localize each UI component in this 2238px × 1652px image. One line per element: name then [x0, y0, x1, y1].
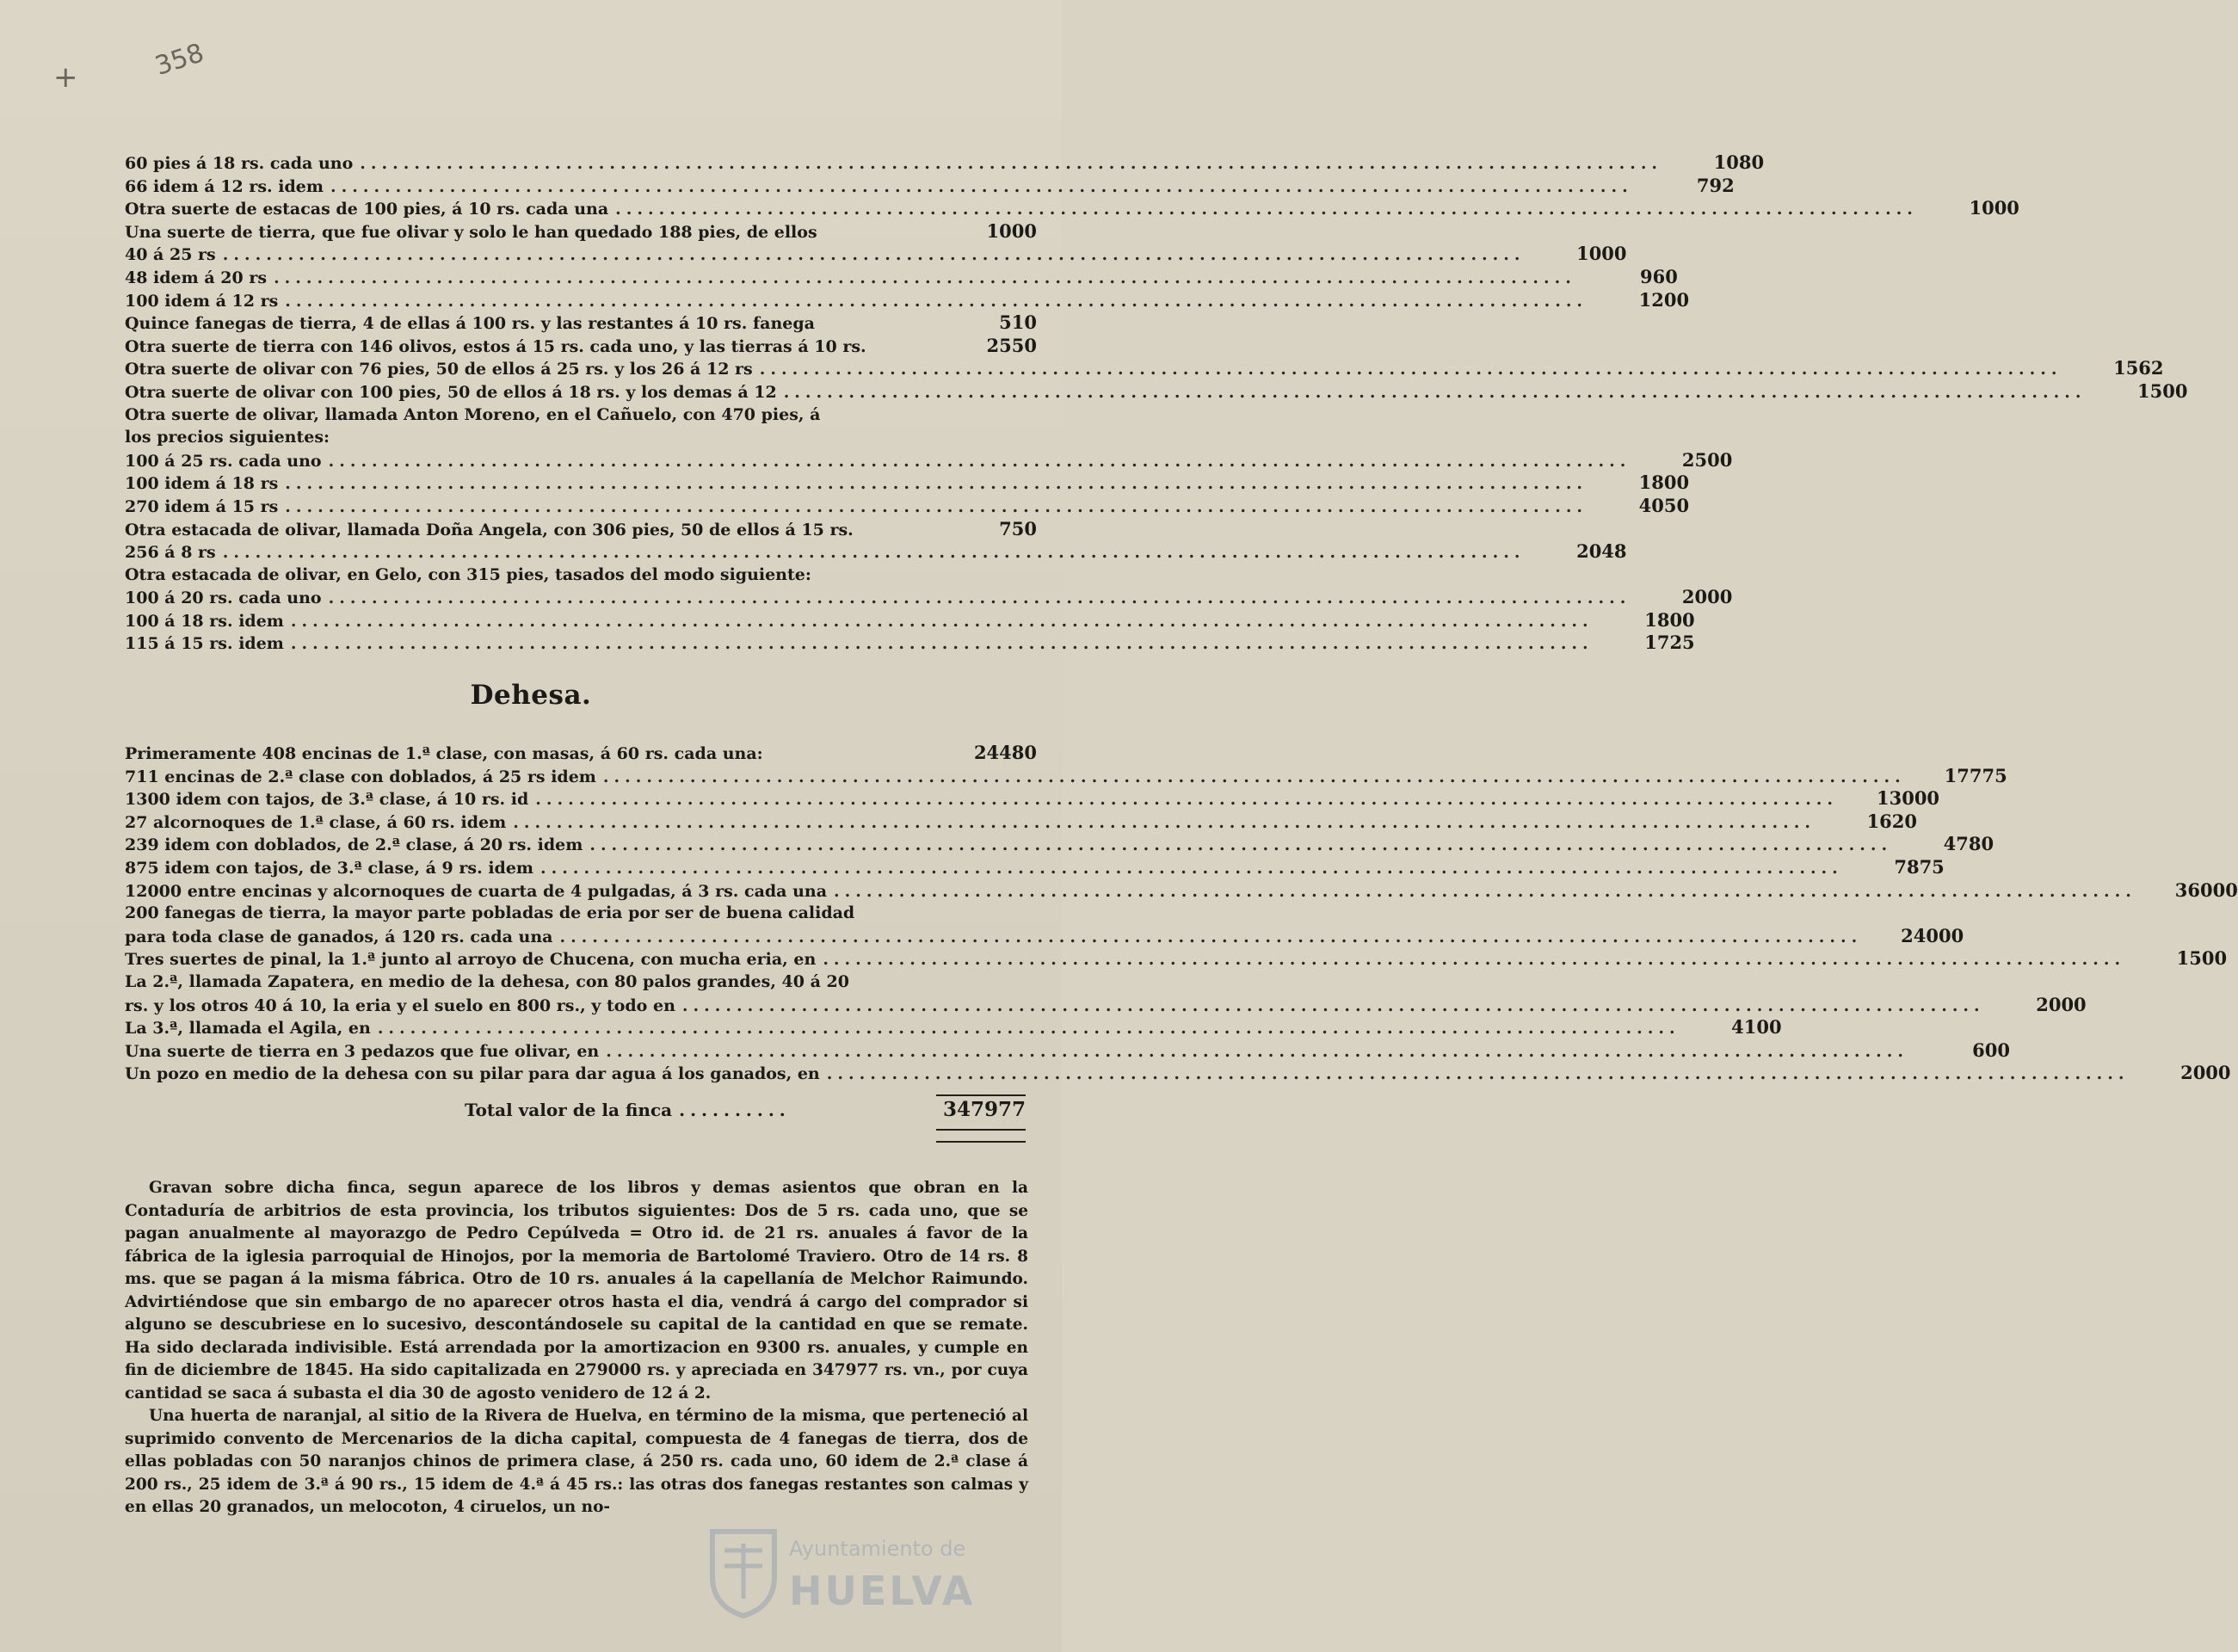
leader-dots: ........................................................................................................................ [328, 451, 1631, 471]
ledger-row-amount: 2500 [1681, 448, 1733, 471]
ledger-row-text: 256 á 8 rs [125, 543, 216, 563]
ledger-row-text: Otra suerte de estacas de 100 pies, á 10 rs. cada una [125, 200, 609, 219]
ledger-row-text: 60 pies á 18 rs. cada uno [125, 154, 354, 173]
ledger-row-amount: 2550 [986, 334, 1037, 356]
ledger-row [125, 197, 2019, 220]
ledger-row-text: Otra suerte de olivar, llamada Anton Moreno, en el Cañuelo, con 470 pies, á [125, 404, 821, 424]
ledger-row [125, 833, 1994, 856]
ledger-row [125, 265, 1678, 289]
ledger-row-amount: 1725 [1644, 632, 1695, 654]
ledger-top [125, 151, 2188, 655]
ledger-row [125, 174, 1735, 198]
ledger-row-text: 48 idem á 20 rs [125, 268, 268, 287]
ledger-row [125, 472, 1690, 495]
folio-number: 358 [151, 38, 208, 82]
leader-dots: ........................................................................................................................ [759, 360, 2062, 379]
paragraph-tributes: Gravan sobre dicha finca, segun aparece de los libros y demas asientos que obran en la Contaduría de arbitrios de esta provincia, los tributos siguientes: Dos de 5 rs. cada uno, que se pagan anualmente al mayorazgo de Pedro Cepúlveda = Otro id. de 21 rs. anuales á favor de la fábrica de la iglesia parroquial de Hinojos, por la memoria de Bartolomé Traviero. Otro de 14 rs. 8 ms. que se pagan á la misma fábrica. Otro de 10 rs. anuales á la capellanía de Melchor Raimundo. Advirtiéndose que sin embargo de no aparecer otros hasta el dia, vendrá á cargo del comprador si alguno se descubriese en lo sucesivo, descontándosele su capital de la cantidad en que se remate. Ha sido declarada indivisible. Está arrendada por la amortizacion en 9300 rs. anuales, y cumple en fin de diciembre de 1845. Ha sido capitalizada en 279000 rs. y apreciada en 347977 rs. vn., por cuya cantidad se saca á subasta el dia 30 de agosto venidero de 12 á 2. [125, 1179, 1028, 1402]
ledger-row-amount: 960 [1640, 265, 1678, 287]
ledger-row [125, 540, 1627, 564]
ledger-row [125, 379, 2188, 404]
leader-dots: ........................................................................................................................ [285, 291, 1588, 311]
ledger-row-text: 27 alcornoques de 1.ª clase, á 60 rs. idem [125, 812, 507, 832]
ledger-row-text: Quince fanegas de tierra, 4 de ellas á 100 rs. y las restantes á 10 rs. fanega [125, 314, 815, 334]
ledger-row-text: 711 encinas de 2.ª clase con doblados, á 25 rs idem [125, 767, 596, 786]
ledger-row-text: 1300 idem con tajos, de 3.ª clase, á 10 rs. id [125, 790, 529, 810]
ledger-row [125, 220, 1037, 243]
ledger-row-amount: 600 [1972, 1039, 2011, 1061]
ledger-row-text: Otra suerte de tierra con 146 olivos, estos á 15 rs. cada uno, y las tierras á 10 rs. [125, 336, 866, 356]
ledger-row [125, 357, 2164, 380]
ledger-row [125, 494, 1690, 518]
ledger-row-amount: 1562 [2113, 357, 2164, 379]
leader-dots: ........................................................................................................................ [330, 176, 1633, 196]
ledger-row-text: La 2.ª, llamada Zapatera, en medio de la dehesa, con 80 palos grandes, 40 á 20 [125, 971, 849, 991]
ledger-row-text: 100 idem á 18 rs [125, 474, 279, 494]
total-leader-dots: .......... [679, 1100, 791, 1120]
ledger-row [125, 787, 1940, 811]
section-title: Dehesa. [470, 680, 592, 711]
ledger-row [125, 764, 2007, 788]
leader-dots: ........................................................................................................................ [589, 835, 1893, 855]
total-row [465, 1098, 1026, 1125]
ledger-row [125, 426, 1037, 449]
ledger-row [125, 947, 2228, 971]
ledger-row-amount: 1500 [2176, 947, 2228, 970]
ledger-row-amount: 7875 [1894, 855, 1945, 878]
ledger-row [125, 448, 1733, 472]
ledger-row-text: para toda clase de ganados, á 120 rs. cada una [125, 927, 553, 946]
ledger-row [125, 1016, 1782, 1039]
ledger-row-amount: 17775 [1944, 764, 2007, 786]
ledger-row-text: 115 á 15 rs. idem [125, 634, 284, 654]
ledger-row-amount: 1080 [1713, 151, 1765, 173]
watermark [707, 1525, 1017, 1628]
watermark-text-big: HUELVA [789, 1568, 976, 1614]
ledger-row [125, 902, 1037, 925]
leader-dots: ........................................................................................................................ [681, 996, 1985, 1015]
watermark-text-top: Ayuntamiento de [789, 1537, 966, 1561]
ledger-row-text: Una suerte de tierra en 3 pedazos que fue olivar, en [125, 1041, 600, 1061]
ledger-row-text: 100 idem á 12 rs [125, 291, 279, 311]
ledger-row [125, 924, 1964, 948]
leader-dots: ........................................................................................................................ [826, 1064, 2130, 1084]
ledger-row [125, 993, 2087, 1017]
ledger-row-text: Otra suerte de olivar con 76 pies, 50 de ellos á 25 rs. y los 26 á 12 rs [125, 360, 753, 379]
ledger-row-amount: 1000 [1969, 197, 2019, 219]
ledger-row-amount: 1000 [1576, 243, 1627, 265]
ledger-dehesa [125, 742, 2238, 1085]
ledger-row-amount: 1800 [1644, 608, 1695, 631]
ledger-row-amount: 36000 [2174, 878, 2238, 901]
leader-dots: ........................................................................................................................ [606, 1041, 1909, 1061]
ledger-row-text: 66 idem á 12 rs. idem [125, 176, 324, 196]
leader-dots: ........................................................................................................................ [290, 634, 1594, 654]
ledger-row [125, 335, 1037, 358]
leader-dots: ........................................................................................................................ [559, 927, 1863, 946]
leader-dots: ........................................................................................................................ [285, 474, 1588, 494]
leader-dots: ........................................................................................................................ [222, 245, 1526, 265]
ledger-row-amount: 24000 [1901, 924, 1964, 946]
ledger-row-text: La 3.ª, llamada el Agila, en [125, 1019, 371, 1039]
ledger-row [125, 1062, 2231, 1085]
leader-dots: ........................................................................................................................ [513, 812, 1816, 832]
ledger-row-amount: 2000 [1681, 586, 1733, 608]
ledger-row-text: 100 á 18 rs. idem [125, 611, 284, 631]
ledger-row [125, 608, 1695, 632]
ledger-row-text: 239 idem con doblados, de 2.ª clase, á 20 rs. idem [125, 835, 583, 855]
ledger-row [125, 243, 1627, 266]
ledger-row-amount: 1620 [1866, 810, 1918, 832]
ledger-row [125, 404, 1037, 427]
ledger-row-text: 40 á 25 rs [125, 245, 216, 265]
ledger-row-text: Otra suerte de olivar con 100 pies, 50 de ellos á 18 rs. y los demas á 12 [125, 382, 777, 402]
ledger-row [125, 855, 1945, 879]
ledger-row-text: Primeramente 408 encinas de 1.ª clase, con masas, á 60 rs. cada una: [125, 744, 763, 763]
ledger-row-text: 875 idem con tajos, de 3.ª clase, á 9 rs. idem [125, 858, 534, 878]
ledger-row-amount: 4100 [1731, 1016, 1782, 1039]
ledger-row-text: Un pozo en medio de la dehesa con su pilar para dar agua á los ganados, en [125, 1064, 820, 1084]
ledger-row [125, 518, 1037, 541]
leader-dots: ........................................................................................................................ [222, 543, 1526, 563]
ledger-row [125, 564, 1037, 587]
ledger-row-amount: 750 [999, 517, 1037, 539]
ledger-row-text: Una suerte de tierra, que fue olivar y solo le han quedado 188 pies, de ellos [125, 222, 817, 242]
ledger-row-text: rs. y los otros 40 á 10, la eria y el suelo en 800 rs., y todo en [125, 996, 675, 1015]
leader-dots: ........................................................................................................................ [834, 881, 2136, 901]
ledger-row-amount: 1200 [1638, 288, 1690, 311]
ledger-row-amount: 24480 [973, 742, 1037, 763]
ledger-row [125, 311, 1037, 335]
leader-dots: ........................................................................................................................ [540, 858, 1843, 878]
ledger-row-amount: 2000 [2180, 1062, 2231, 1084]
total-rule-top [936, 1094, 1026, 1096]
leader-dots: ........................................................................................................................ [285, 496, 1588, 516]
leader-dots: ........................................................................................................................ [615, 200, 1918, 219]
ledger-row-text: 270 idem á 15 rs [125, 496, 279, 516]
leader-dots: ........................................................................................................................ [602, 767, 1906, 786]
ledger-row [125, 151, 1765, 175]
leader-dots: ........................................................................................................................ [328, 589, 1631, 608]
leader-dots: ........................................................................................................................ [360, 154, 1663, 173]
ledger-row [125, 632, 1695, 655]
leader-dots: ........................................................................................................................ [783, 382, 2087, 402]
shield-icon [707, 1525, 780, 1619]
ledger-row-amount: 4050 [1638, 494, 1690, 516]
ledger-row-amount: 1800 [1638, 472, 1690, 494]
ledger-row-text: 100 á 25 rs. cada uno [125, 451, 322, 471]
ledger-row-amount: 1000 [986, 219, 1037, 242]
leader-dots: ........................................................................................................................ [290, 611, 1594, 631]
ledger-row-amount: 2048 [1576, 540, 1627, 563]
ledger-row-text: los precios siguientes: [125, 428, 330, 447]
total-label: Total valor de la finca [465, 1100, 673, 1120]
ledger-row-text: Otra estacada de olivar, llamada Doña Angela, con 306 pies, 50 de ellos á 15 rs. [125, 520, 854, 539]
total-rule-bottom [936, 1129, 1026, 1131]
leader-dots: ........................................................................................................................ [274, 268, 1576, 287]
ledger-row-text: 200 fanegas de tierra, la mayor parte pobladas de eria por ser de buena calidad [125, 903, 855, 923]
total-amount: 347977 [942, 1098, 1026, 1121]
leader-dots: ........................................................................................................................ [377, 1019, 1680, 1039]
paragraph-huerta: Una huerta de naranjal, al sitio de la Rivera de Huelva, en término de la misma, que perteneció al suprimido convento de Mercenarios de la dicha capital, compuesta de 4 fanegas de tierra, dos de ellas pobladas con 50 naranjos chinos de primera clase, á 250 rs. cada uno, 60 idem de 2.ª clase á 200 rs., 25 idem de 3.ª á 90 rs., 15 idem de 4.ª á 45 rs.: las otras dos fanegas restantes son calmas y en ellas 20 granados, un melocoton, 4 ciruelos, un no- [125, 1407, 1028, 1516]
ledger-row-amount: 792 [1696, 174, 1735, 196]
ledger-row-text: 12000 entre encinas y alcornoques de cuarta de 4 pulgadas, á 3 rs. cada una [125, 881, 828, 901]
ledger-row-amount: 2000 [2036, 993, 2087, 1015]
ledger-row [125, 1039, 2011, 1063]
ledger-row [125, 288, 1690, 312]
ledger-row-amount: 13000 [1876, 787, 1940, 810]
leader-dots: ........................................................................................................................ [535, 790, 1839, 810]
total-rule-double [936, 1141, 1026, 1143]
ledger-row-amount: 1500 [2137, 379, 2188, 402]
body-text [125, 1177, 1028, 1519]
ledger-row-amount: 4780 [1943, 833, 1994, 855]
ledger-row [125, 810, 1918, 834]
ledger-row [125, 586, 1733, 609]
ledger-row-text: 100 á 20 rs. cada uno [125, 589, 322, 608]
ledger-row-text: Otra estacada de olivar, en Gelo, con 315 pies, tasados del modo siguiente: [125, 564, 811, 584]
ledger-row [125, 971, 1037, 994]
margin-plus-mark: + [53, 60, 78, 95]
ledger-row-amount: 510 [999, 311, 1037, 334]
ledger-row-text: Tres suertes de pinal, la 1.ª junto al arroyo de Chucena, con mucha eria, en [125, 950, 817, 970]
ledger-row [125, 878, 2238, 903]
ledger-row [125, 742, 1037, 765]
leader-dots: ........................................................................................................................ [823, 950, 2126, 970]
